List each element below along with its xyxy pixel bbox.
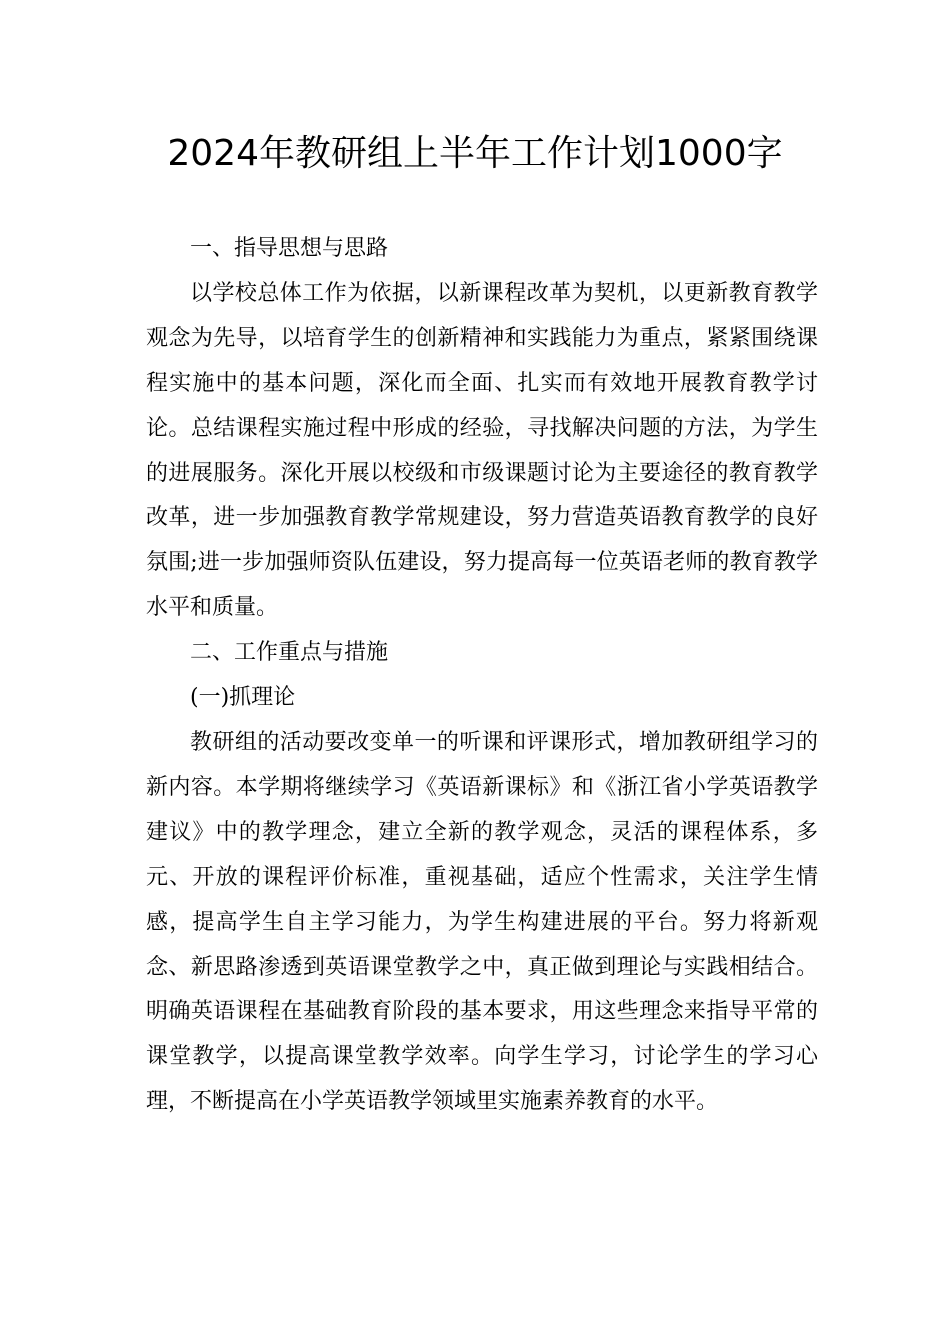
document-body bbox=[146, 227, 818, 1125]
section-heading-guiding-ideas: 一、指导思想与思路 bbox=[190, 236, 389, 261]
paragraph-guiding-ideas: 以学校总体工作为依据，以新课程改革为契机，以更新教育教学观念为先导，以培育学生的创新精神和实践能力为重点，紧紧围绕课程实施中的基本问题，深化而全面、扎实而有效地开展教育教学讨论。总结课程实施过程中形成的经验，寻找解决问题的方法，为学生的进展服务。深化开展以校级和市级课题讨论为主要途径的教育教学改革，进一步加强教育教学常规建设，努力营造英语教育教学的良好氛围;进一步加强师资队伍建设，努力提高每一位英语老师的教育教学水平和质量。 bbox=[146, 280, 818, 621]
subsection-heading-theory: (一)抓理论 bbox=[190, 685, 296, 711]
section-heading-work-focus: 二、工作重点与措施 bbox=[190, 640, 389, 666]
document-title: 2024年教研组上半年工作计划1000字 bbox=[167, 133, 783, 174]
paragraph-theory: 教研组的活动要改变单一的听课和评课形式，增加教研组学习的新内容。本学期将继续学习《英语新课标》和《浙江省小学英语教学建议》中的教学理念，建立全新的教学观念，灵活的课程体系，多元、开放的课程评价标准，重视基础，适应个性需求，关注学生情感，提高学生自主学习能力，为学生构建进展的平台。努力将新观念、新思路渗透到英语课堂教学之中，真正做到理论与实践相结合。明确英语课程在基础教育阶段的基本要求，用这些理念来指导平常的课堂教学，以提高课堂教学效率。向学生学习，讨论学生的学习心理，不断提高在小学英语教学领域里实施素养教育的水平。 bbox=[146, 729, 818, 1115]
